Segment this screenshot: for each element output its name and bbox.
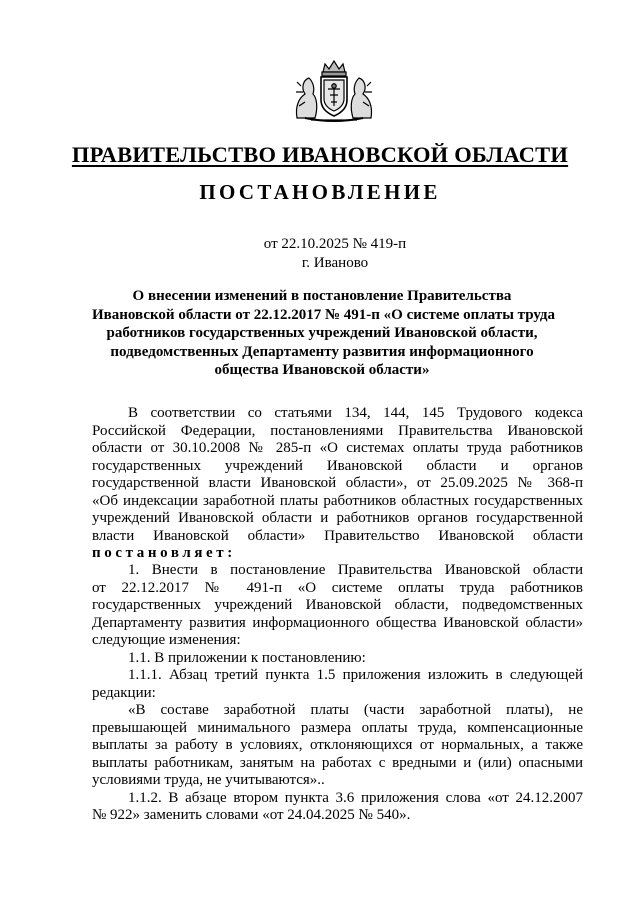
preamble-paragraph [92, 405, 583, 563]
quote-line: выплаты работникам, занятым на работах с вредными и (или) опасными [92, 754, 583, 771]
item-1-line: следующие изменения: [92, 632, 241, 648]
item-1-1-2-line: 1.1.2. В абзаце втором пункта 3.6 приложения слова «от 24.12.2007 [128, 789, 583, 806]
preamble-line: власти Ивановской области» Правительство Ивановской области [92, 527, 583, 544]
item-1-1-1-line: редакции: [92, 684, 156, 701]
item-1-1-1-line: 1.1.1. Абзац третий пункта 1.5 приложения изложить в следующей [128, 667, 583, 683]
document-type-heading: ПОСТАНОВЛЕНИЕ [199, 180, 441, 204]
item-1 [92, 562, 583, 825]
quote-line: «В составе заработной платы (части заработной платы), не [128, 702, 583, 718]
document-subject [92, 287, 556, 380]
document-city: г. Иваново [301, 255, 369, 271]
resolves-word: постановляет: [92, 545, 236, 561]
quote-line: выплаты за работу в условиях, отклоняющихся от нормальных, а также [92, 737, 583, 753]
coat-of-arms-emblem [291, 58, 377, 124]
preamble-line: Российской Федерации, постановлениями Правительства Ивановской [92, 422, 583, 439]
preamble-line: «Об индексации заработной платы работников областных государственных [92, 492, 583, 509]
item-1-1: 1.1. В приложении к постановлению: [128, 649, 366, 666]
subject-line: работников государственных учреждений Ивановской области, [106, 325, 538, 342]
preamble-line: области от 30.10.2008 № 285-п «О системах оплаты труда работников [92, 440, 583, 456]
subject-line: подведомственных Департаменту развития информационного [110, 343, 534, 360]
preamble-line: В соответствии со статьями 134, 144, 145 Трудового кодекса [128, 405, 583, 421]
preamble-line: учреждений Ивановской области и работников органов государственной [92, 510, 583, 526]
item-1-line: Департаменту развития информационного общества Ивановской области» [92, 614, 583, 631]
subject-line: Ивановской области от 22.12.2017 № 491-п «О системе оплаты труда [92, 306, 556, 323]
item-1-line: государственных учреждений Ивановской области, подведомственных [92, 597, 583, 613]
document-date-number: от 22.10.2025 № 419-п [263, 236, 407, 252]
quote-line: условиями труда, не учитываются».. [92, 772, 325, 788]
government-title: ПРАВИТЕЛЬСТВО ИВАНОВСКОЙ ОБЛАСТИ [71, 142, 569, 167]
item-1-line: 1. Внести в постановление Правительства Ивановской области [128, 562, 583, 578]
preamble-line: государственной власти Ивановской области», от 25.09.2025 № 368-п [92, 475, 583, 491]
item-1-line: от 22.12.2017 № 491-п «О системе оплаты труда работников [92, 579, 583, 596]
subject-line: О внесении изменений в постановление Правительства [132, 288, 512, 304]
subject-line: общества Ивановской области» [214, 362, 430, 379]
preamble-line: государственных учреждений Ивановской области и органов [92, 457, 583, 474]
item-1-1-2-line: № 922» заменить словами «от 24.04.2025 № 540». [92, 807, 411, 823]
quote-line: превышающей минимального размера оплаты труда, компенсационные [92, 719, 583, 736]
